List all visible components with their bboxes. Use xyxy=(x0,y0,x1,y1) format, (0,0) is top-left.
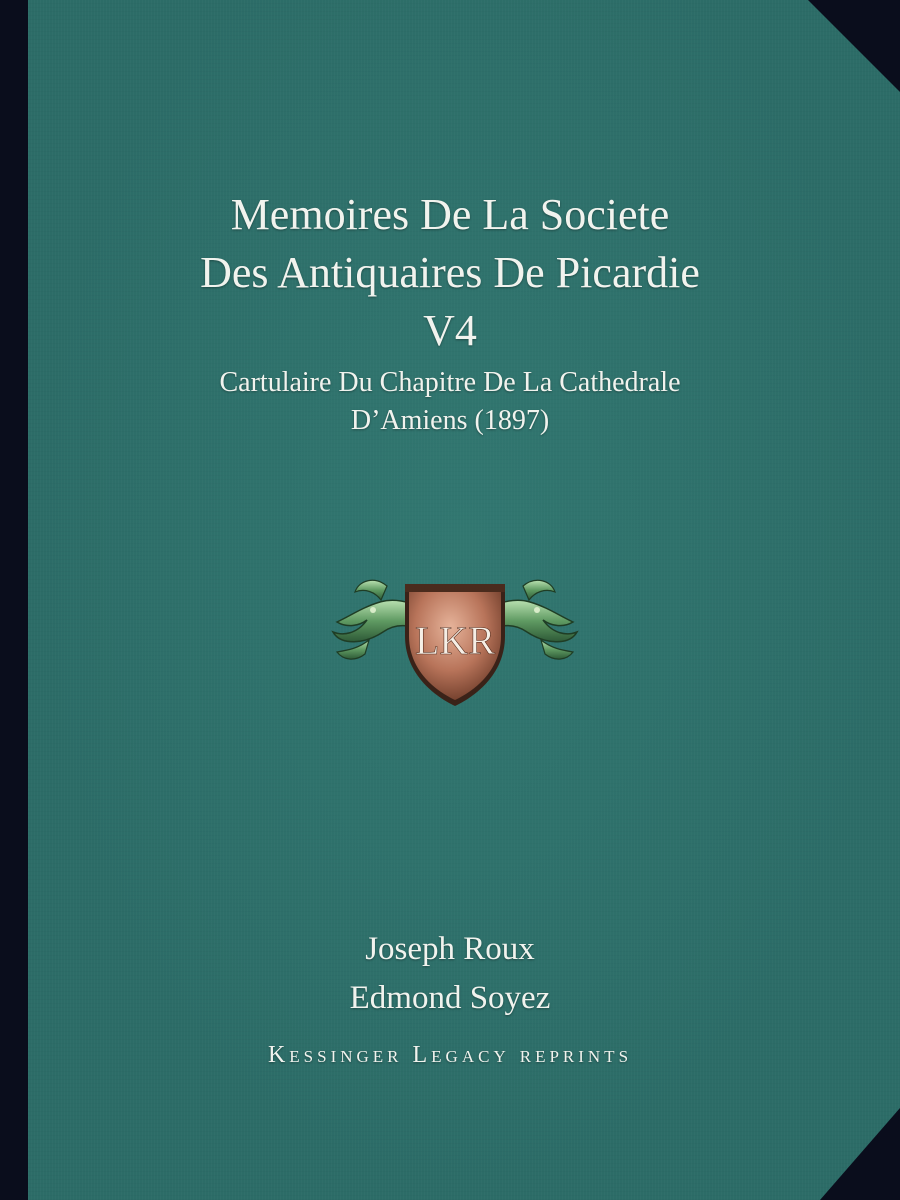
author-2: Edmond Soyez xyxy=(349,980,551,1016)
logo-letters: LKR xyxy=(415,618,495,663)
title-line-1: Memoires De La Societe xyxy=(230,190,670,239)
subtitle-line-2: D’Amiens (1897) xyxy=(350,405,550,436)
title-line-3: V4 xyxy=(423,306,477,355)
subtitle-line-1: Cartulaire Du Chapitre De La Cathedrale xyxy=(219,367,681,398)
title-line-2: Des Antiquaires De Picardie xyxy=(200,248,700,297)
publisher-logo-emblem xyxy=(325,566,585,714)
publisher-name: Kessinger Legacy reprints xyxy=(267,1042,633,1068)
book-subtitle xyxy=(0,364,900,440)
author-1: Joseph Roux xyxy=(365,931,535,967)
book-title xyxy=(0,186,900,360)
